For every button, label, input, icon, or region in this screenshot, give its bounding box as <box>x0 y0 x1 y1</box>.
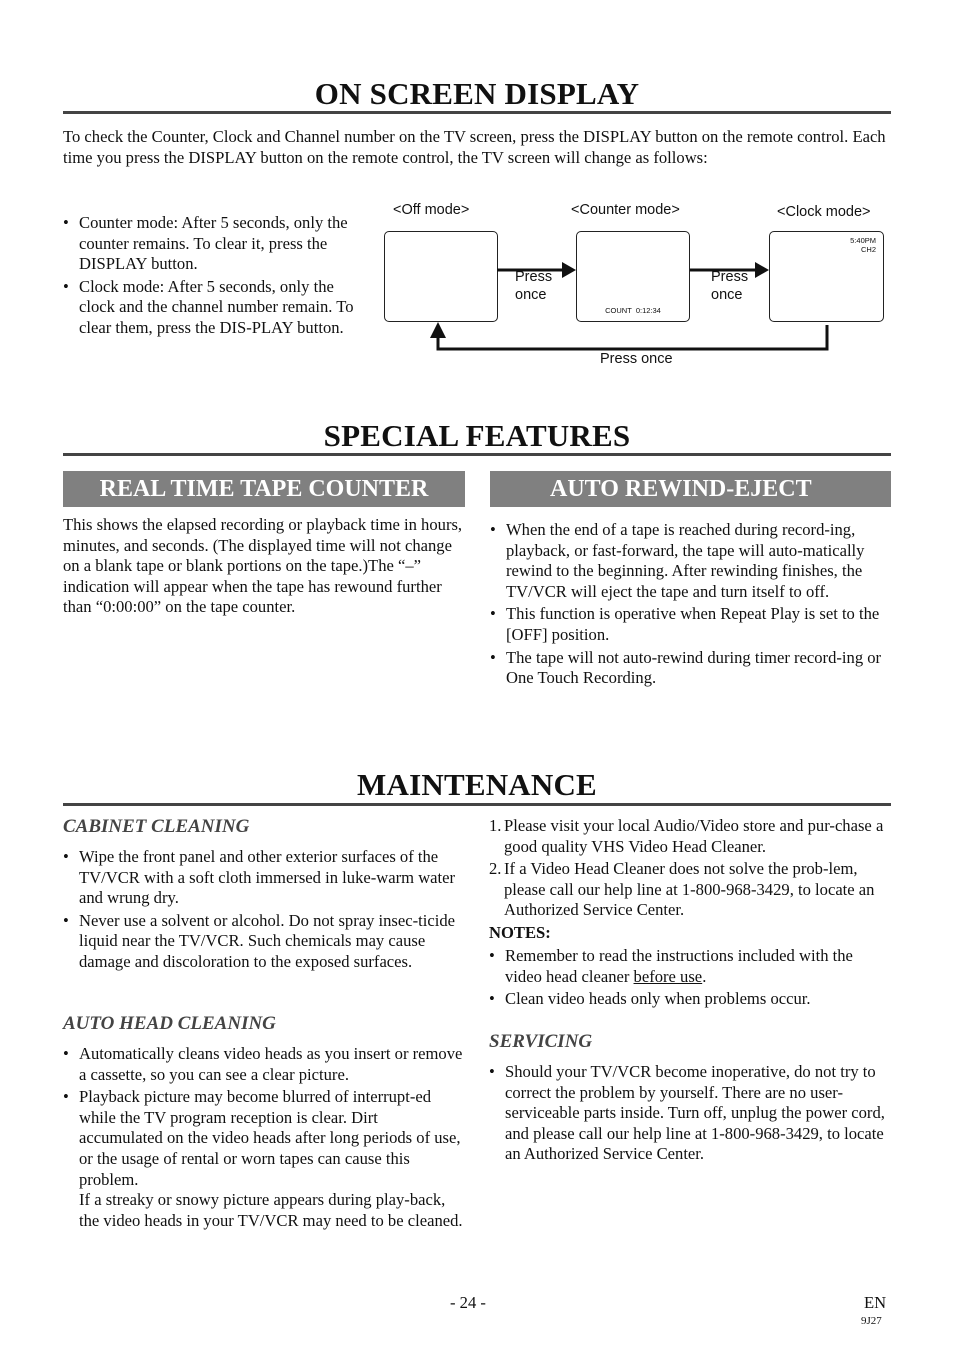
auto-rewind-heading <box>490 471 891 507</box>
auto-head-cleaning-bullets <box>63 1044 463 1233</box>
clock-channel: CH2 <box>860 245 876 254</box>
notes-label: NOTES: <box>489 923 551 942</box>
list-item: • This function is operative when Repeat Play is set to the [OFF] position. <box>490 604 880 644</box>
list-item: 2. If a Video Head Cleaner does not solve the prob-lem, please call our help line at 1-800-968-3429, to locate an Authorized Service Center. <box>489 859 875 920</box>
cabinet-cleaning-heading: CABINET CLEANING <box>63 816 250 837</box>
list-item: • Should your TV/VCR become inoperative, do not try to correct the problem by yourself. There are no user-serviceable parts inside. Turn off, unplug the power cord, and please call our help line at 1-800-968-3429, to locate an Authorized Service Center. <box>489 1062 885 1164</box>
clock-time: 5:40PM <box>850 236 876 245</box>
servicing-heading: SERVICING <box>489 1031 593 1052</box>
list-item: • Counter mode: After 5 seconds, only the counter remains. To clear it, press the DISPLAY button. <box>63 213 348 274</box>
auto-rewind-heading-text: AUTO REWIND-EJECT <box>550 476 812 502</box>
press-once-label-bottom: Press once <box>600 351 673 367</box>
press-once-label-2: Press once <box>711 269 749 303</box>
tape-counter-heading: REAL TIME TAPE COUNTER <box>63 471 465 507</box>
arrowhead-right-icon <box>562 262 576 278</box>
document-code: 9J27 <box>861 1315 882 1327</box>
special-features-title: SPECIAL FEATURES <box>323 418 631 453</box>
on-screen-display-title: ON SCREEN DISPLAY <box>314 76 640 111</box>
head-cleaning-extra-text: If a streaky or snowy picture appears during play-back, the video heads in your TV/VCR may need to be cleaned. <box>79 1190 463 1230</box>
maintenance-title: MAINTENANCE <box>357 767 597 802</box>
head-cleaner-steps <box>489 816 889 923</box>
title-rule <box>63 803 891 806</box>
list-item: • Remember to read the instructions included with the video head cleaner before use. <box>489 946 853 986</box>
counter-readout: COUNT 0:12:34 <box>605 306 661 315</box>
arrowhead-up-icon <box>430 322 446 338</box>
list-item: • Wipe the front panel and other exterior surfaces of the TV/VCR with a soft cloth immersed in luke-warm water and wrung dry. <box>63 847 456 908</box>
clock-mode-label: <Clock mode> <box>777 204 871 220</box>
off-mode-label: <Off mode> <box>393 202 470 218</box>
arrow-clock-to-off <box>438 325 827 349</box>
counter-mode-label: <Counter mode> <box>571 202 680 218</box>
tape-counter-text: This shows the elapsed recording or playback time in hours, minutes, and seconds. (The displayed time will not change on a blank tape or blank portions on the tape.)The “–” indication will appear when the tape has rewound further than “0:00:00” on the tape counter. <box>63 515 463 617</box>
list-item <box>63 1190 463 1231</box>
title-rule <box>63 453 891 456</box>
auto-head-cleaning-heading: AUTO HEAD CLEANING <box>63 1013 276 1034</box>
servicing-bullets <box>489 1062 889 1167</box>
page-number: - 24 - <box>450 1293 486 1312</box>
cabinet-cleaning-bullets <box>63 847 463 975</box>
mode-cycle-arrows <box>380 225 900 360</box>
osd-intro: To check the Counter, Clock and Channel number on the TV screen, press the DISPLAY button on the remote control. Each time you press the DISPLAY button on the remote control, the TV screen will change as follows: <box>63 127 886 167</box>
list-item: • Clean video heads only when problems occur. <box>489 989 811 1009</box>
arrowhead-right-icon <box>755 262 769 278</box>
before-use-underline: before use <box>633 966 703 986</box>
language-code: EN <box>864 1293 887 1312</box>
list-item: • Automatically cleans video heads as you insert or remove a cassette, so you can see a clear picture. <box>63 1044 463 1084</box>
list-item: • Clock mode: After 5 seconds, only the clock and the channel number remain. To clear them, press the DIS-PLAY button. <box>63 276 354 337</box>
title-rule <box>63 111 891 114</box>
notes-bullets <box>489 946 889 1012</box>
auto-rewind-bullets <box>490 520 889 691</box>
list-item: 1. Please visit your local Audio/Video store and pur-chase a good quality VHS Video Head Cleaner. <box>489 816 884 856</box>
osd-bullets <box>63 213 363 341</box>
list-item: • The tape will not auto-rewind during timer record-ing or One Touch Recording. <box>490 647 882 688</box>
list-item: • Never use a solvent or alcohol. Do not spray insec-ticide liquid near the TV/VCR. Such chemicals may cause damage and discoloration to the exposed surfaces. <box>63 910 456 971</box>
list-item: • Playback picture may become blurred of interrupt-ed while the TV program reception is clear. Dirt accumulated on the video heads after long periods of use, or the usage of rental or worn tapes can cause this problem. <box>63 1087 461 1189</box>
press-once-label-1: Press once <box>515 269 553 303</box>
list-item: • When the end of a tape is reached during record-ing, playback, or fast-forward, the tape will auto-matically rewind to the beginning. After rewinding finishes, the TV/VCR will eject the tape and turn itself to off. <box>490 520 865 601</box>
